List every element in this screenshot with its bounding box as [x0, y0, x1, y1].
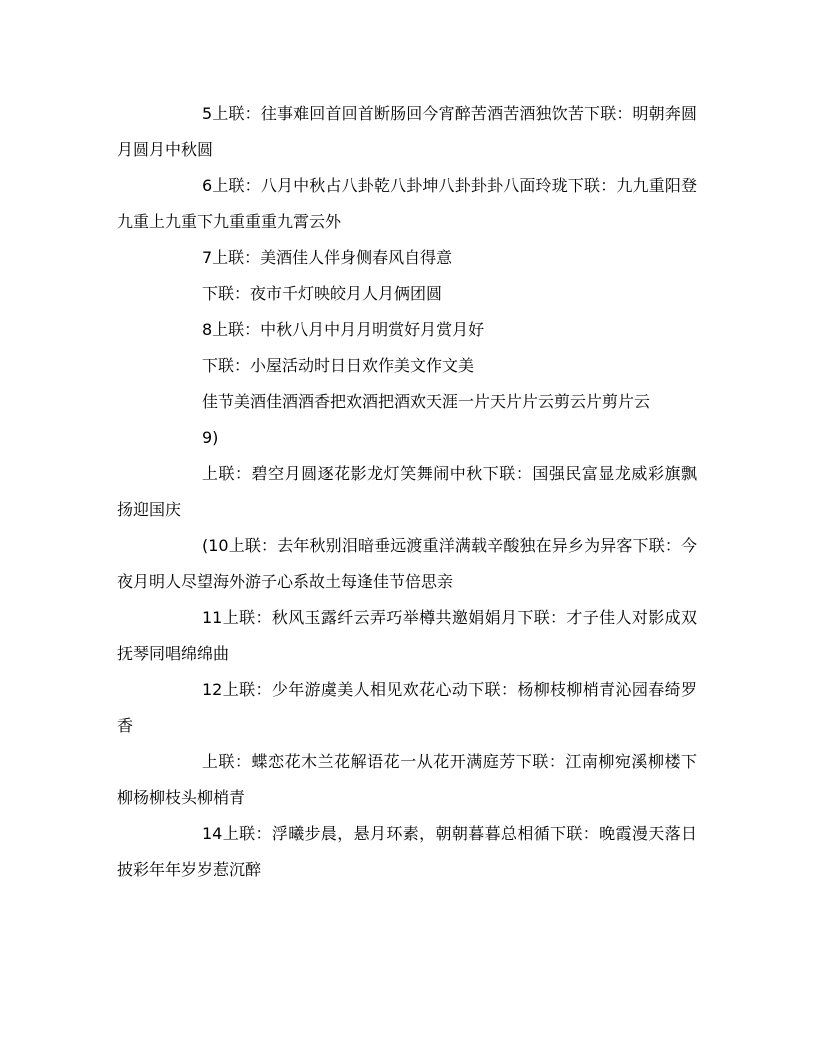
- paragraph-couplet-9: 上联：碧空月圆逐花影龙灯笑舞闹中秋下联：国强民富显龙威彩旗飘扬迎国庆: [117, 464, 697, 519]
- paragraph-number-9: 9): [202, 428, 219, 447]
- paragraph-couplet-12: 12上联：少年游虞美人相见欢花心动下联：杨柳枝柳梢青沁园春绮罗香: [117, 680, 697, 735]
- paragraph-couplet-13: 上联：蝶恋花木兰花解语花一从花开满庭芳下联：江南柳宛溪柳楼下柳杨柳枝头柳梢青: [117, 752, 697, 807]
- paragraph-couplet-8-upper: 8上联：中秋八月中月月明赏好月赏月好: [202, 320, 485, 339]
- paragraph-couplet-7-upper: 7上联：美酒佳人伴身侧春风自得意: [202, 248, 453, 267]
- paragraph-couplet-7-lower: 下联：夜市千灯映皎月人月俩团圆: [202, 284, 443, 303]
- paragraph-couplet-extra: 佳节美酒佳酒酒香把欢酒把酒欢天涯一片天片片云剪云片剪片云: [202, 392, 651, 411]
- paragraph-couplet-11: 11上联：秋风玉露纤云弄巧举樽共邀娟娟月下联：才子佳人对影成双抚琴同唱绵绵曲: [117, 608, 697, 663]
- paragraph-couplet-8-lower: 下联：小屋活动时日日欢作美文作文美: [202, 356, 475, 375]
- paragraph-couplet-6: 6上联：八月中秋占八卦乾八卦坤八卦卦卦八面玲珑下联：九九重阳登九重上九重下九重重重九霄云外: [117, 176, 697, 231]
- paragraph-couplet-5: 5上联：往事难回首回首断肠回今宵醉苦酒苦酒独饮苦下联：明朝奔圆月圆月中秋圆: [117, 104, 697, 159]
- document-body: [117, 96, 697, 888]
- paragraph-couplet-10: (10上联：去年秋别泪暗垂远渡重洋满载辛酸独在异乡为异客下联：今夜月明人尽望海外游子心系故土每逢佳节倍思亲: [117, 536, 697, 591]
- paragraph-couplet-14: 14上联：浮曦步晨，悬月环素，朝朝暮暮总相循下联：晚霞漫天落日披彩年年岁岁惹沉醉: [117, 824, 697, 879]
